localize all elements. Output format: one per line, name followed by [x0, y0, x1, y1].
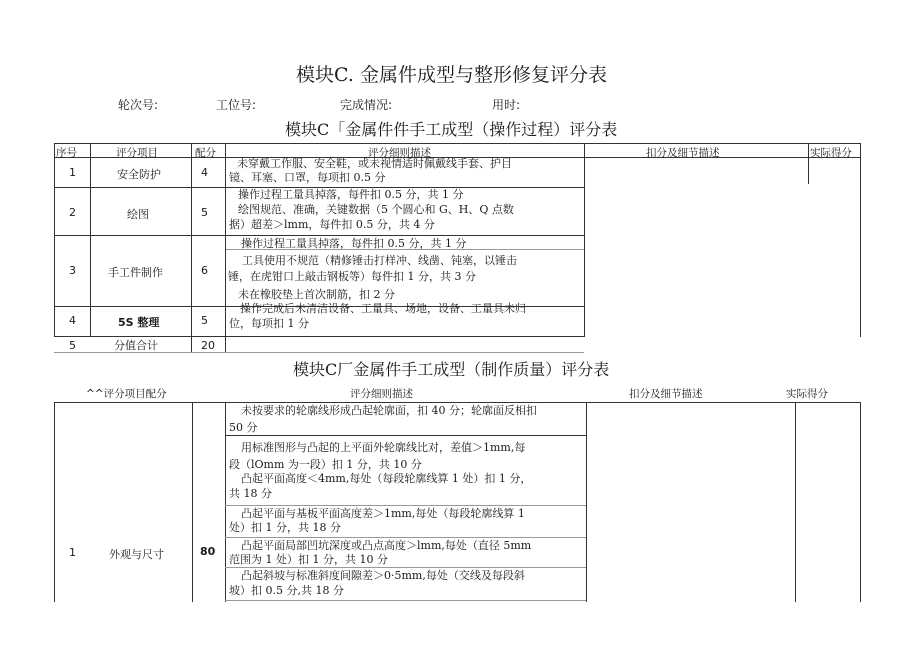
t2-header-deduction: 扣分及细节描述 — [629, 388, 703, 400]
t1-header-deduction: 扣分及细节描述 — [646, 147, 720, 159]
total-seq: 5 — [69, 339, 76, 352]
row-seq: 3 — [69, 264, 76, 277]
t1-header-item: 评分项目 — [116, 147, 158, 159]
t2-header-score: 实际得分 — [786, 388, 828, 400]
row-criteria-line: 未按要求的轮廓线形成凸起轮廓面，扣 40 分；轮廓面反相扣 — [241, 404, 537, 417]
row-criteria-line: 50 分 — [229, 421, 258, 434]
completion-label: 完成情况: — [340, 98, 393, 112]
row-criteria-line: 范围为 1 处）扣 1 分，共 10 分 — [229, 553, 388, 566]
row-seq: 1 — [69, 166, 76, 179]
row-criteria-line: 凸起平面局部凹坑深度或凸点高度＞lmm,每处（直径 5mm — [241, 539, 532, 552]
page-title: 模块C. 金属件成型与整形修复评分表 — [296, 64, 607, 86]
row-criteria-line: 工具使用不规范（精修锤击打样冲、线凿、钝塞，以锤击 — [242, 254, 517, 267]
row-criteria-line: 未穿戴工作服、安全鞋，或未视情适时佩戴线手套、护目 — [237, 157, 512, 170]
row-criteria-line: 凸起平面高度＜4mm,每处（每段轮廓线算 1 处）扣 1 分， — [241, 472, 532, 485]
table2-title: 模块C厂金属件手工成型（制作质量）评分表 — [293, 360, 610, 379]
row-criteria-line: 绘图规范、准确，关键数据（5 个圆心和 G、H、Q 点数 — [238, 203, 514, 216]
total-label: 分值合计 — [114, 339, 158, 352]
row-item: 5S 整理 — [118, 316, 160, 329]
row-seq: 4 — [69, 314, 76, 327]
row-item: 绘图 — [127, 208, 149, 221]
row-criteria-line: 凸起平面与基板平面高度差＞1mm,每处（每段轮廓线算 1 — [241, 507, 525, 520]
t1-header-criteria: 评分细则描述 — [368, 147, 431, 159]
round-label: 轮次号: — [118, 98, 159, 112]
row-criteria-line: 用标准图形与凸起的上平面外轮廓线比对，差值＞1mm,每 — [241, 441, 526, 454]
row-seq: 2 — [69, 206, 76, 219]
t1-header-points: 配分 — [195, 147, 216, 159]
row-points: 4 — [201, 166, 208, 179]
row-criteria-line: 共 18 分 — [229, 487, 272, 500]
row-criteria-line: 据）超差＞lmm，每件扣 0.5 分，共 4 分 — [229, 218, 435, 231]
row-criteria-line: 操作过程工量具掉落，每件扣 0.5 分，共 1 分 — [241, 237, 467, 250]
t1-header-seq: 序号 — [56, 147, 77, 159]
row-criteria-line: 坡）扣 0.5 分,共 18 分 — [229, 584, 344, 597]
t2-header-item-points: ^^评分项目配分 — [86, 388, 167, 400]
row-criteria-line: 镜、耳塞、口罩，每项扣 0.5 分 — [229, 171, 386, 184]
row-criteria-line: 操作过程工量具掉落，每件扣 0.5 分，共 1 分 — [238, 188, 464, 201]
row-points: 5 — [201, 206, 208, 219]
station-label: 工位号: — [216, 98, 257, 112]
row-seq: 1 — [69, 546, 76, 559]
t2-header-criteria: 评分细则描述 — [350, 388, 413, 400]
row-criteria-line: 锤，在虎钳口上敲击钢板等）每件扣 1 分，共 3 分 — [228, 270, 476, 283]
row-criteria-line: 位，每项扣 1 分 — [229, 317, 309, 330]
row-item: 外观与尺寸 — [109, 548, 164, 561]
table1-title: 模块C「金属件件手工成型（操作过程）评分表 — [285, 120, 618, 139]
row-criteria-line: 段（lOmm 为一段）扣 1 分，共 10 分 — [229, 458, 422, 471]
row-points: 6 — [201, 264, 208, 277]
row-criteria-line: 处）扣 1 分，共 18 分 — [229, 521, 341, 534]
row-item: 安全防护 — [117, 168, 161, 181]
row-criteria-line: 凸起斜坡与标准斜度间隙差＞0·5mm,每处（交线及每段斜 — [241, 569, 525, 582]
time-label: 用时: — [492, 98, 521, 112]
row-criteria-line: 操作完成后未清洁设备、工量具、场地，设备、工量具未归 — [240, 302, 526, 315]
t1-header-score: 实际得分 — [810, 147, 852, 159]
total-points: 20 — [201, 339, 215, 352]
row-item: 手工件制作 — [108, 266, 163, 279]
row-points: 5 — [201, 314, 208, 327]
row-criteria-line: 未在橡胶垫上首次制筋，扣 2 分 — [238, 288, 395, 301]
row-points: 80 — [200, 545, 216, 558]
